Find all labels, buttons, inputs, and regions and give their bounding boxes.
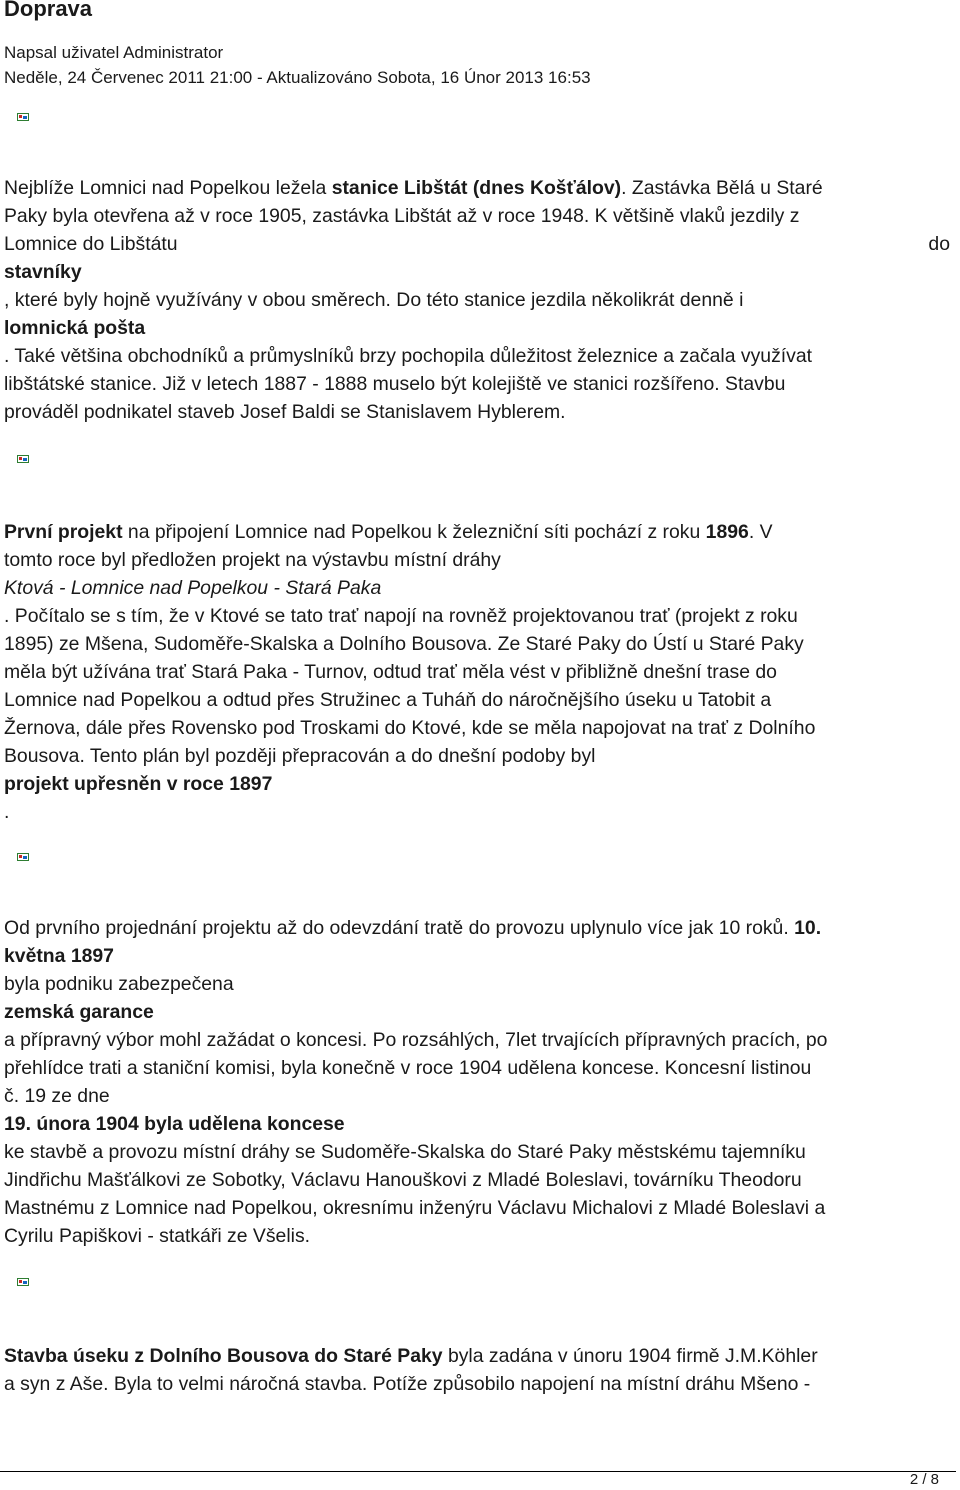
broken-image-icon [17,1278,29,1286]
author-line: Napsal uživatel Administrator [4,43,224,62]
broken-image-icon [17,853,29,861]
page-title: Doprava [4,0,93,21]
paragraph-stanice: Nejblíže Lomnici nad Popelkou ležela stanice Libštát (dnes Košťálov). Zastávka Bělá u Staré Paky byla otevřena až v roce 1905, zastávka Libštát až v roce 1948. K většině vlaků jezdily z Lomnice do Libštátu do stavníky , které byly hojně využívány v obou směrech. Do této stanice jezdila několikrát denně i lomnická pošta . Také většina obchodníků a průmyslníků brzy pochopila důležitost železnice a začala využívat libštátské stanice. Již v letech 1887 - 1888 muselo být kolejiště ve stanici rozšířeno. Stavbu prováděl podnikatel staveb Josef Baldi se Stanislavem Hyblerem. [4,177,950,423]
paragraph-koncese: Od prvního projednání projektu až do odevzdání tratě do provozu uplynulo více jak 10 roků. 10. května 1897 byla podniku zabezpečena zemská garance a přípravný výbor mohl zažádat o koncesi. Po rozsáhlých, 7let trvajících přípravných pracích, po přehlídce trati a staniční komisi, byla konečně v roce 1904 udělena koncese. Koncesní listinou č. 19 ze dne 19. února 1904 byla udělena koncese ke stavbě a provozu místní dráhy se Sudoměře-Skalska do Staré Paky městskému tajemníku Jindřichu Mašťálkovi ze Sobotky, Václavu Hanouškovi z Mladé Boleslavi, továrníku Theodoru Mastnému z Lomnice nad Popelkou, okresnímu inženýru Václavu Michalovi z Mladé Boleslavi a Cyrilu Papiškovi - statkáři ze Všelis. [4,917,828,1247]
paragraph-stavba: Stavba úseku z Dolního Bousova do Staré Paky byla zadána v únoru 1904 firmě J.M.Köhler a syn z Aše. Byla to velmi náročná stavba. Potíže způsobilo napojení na místní dráhu Mšeno - [4,1345,818,1395]
paragraph-projekt: První projekt na připojení Lomnice nad Popelkou k železniční síti pochází z roku 1896. V tomto roce byl předložen projekt na výstavbu místní dráhy Ktová - Lomnice nad Popelkou - Stará Paka . Počítalo se s tím, že v Ktové se tato trať napojí na rovněž projektovanou trať (projekt z roku 1895) ze Mšena, Sudoměře-Skalska a Dolního Bousova. Ze Staré Paky do Ústí u Staré Paky měla být užívána trať Stará Paka - Turnov, odtud trať měla vést v přibližně dnešní trase do Lomnice nad Popelkou a odtud přes Stružinec a Tuháň do náročnějšího úseku u Tatobit a Žernova, dále přes Rovensko pod Troskami do Ktové, kde se měla napojovat na trať z Dolního Bousova. Tento plán byl později přepracován a do dnešní podoby byl projekt upřesněn v roce 1897 . [4,521,816,823]
date-line: Neděle, 24 Červenec 2011 21:00 - Aktualizováno Sobota, 16 Únor 2013 16:53 [4,68,591,87]
broken-image-icon [17,455,29,463]
page-number: 2 / 8 [909,1471,939,1488]
footer-divider [0,1471,956,1472]
broken-image-icon [17,113,29,121]
